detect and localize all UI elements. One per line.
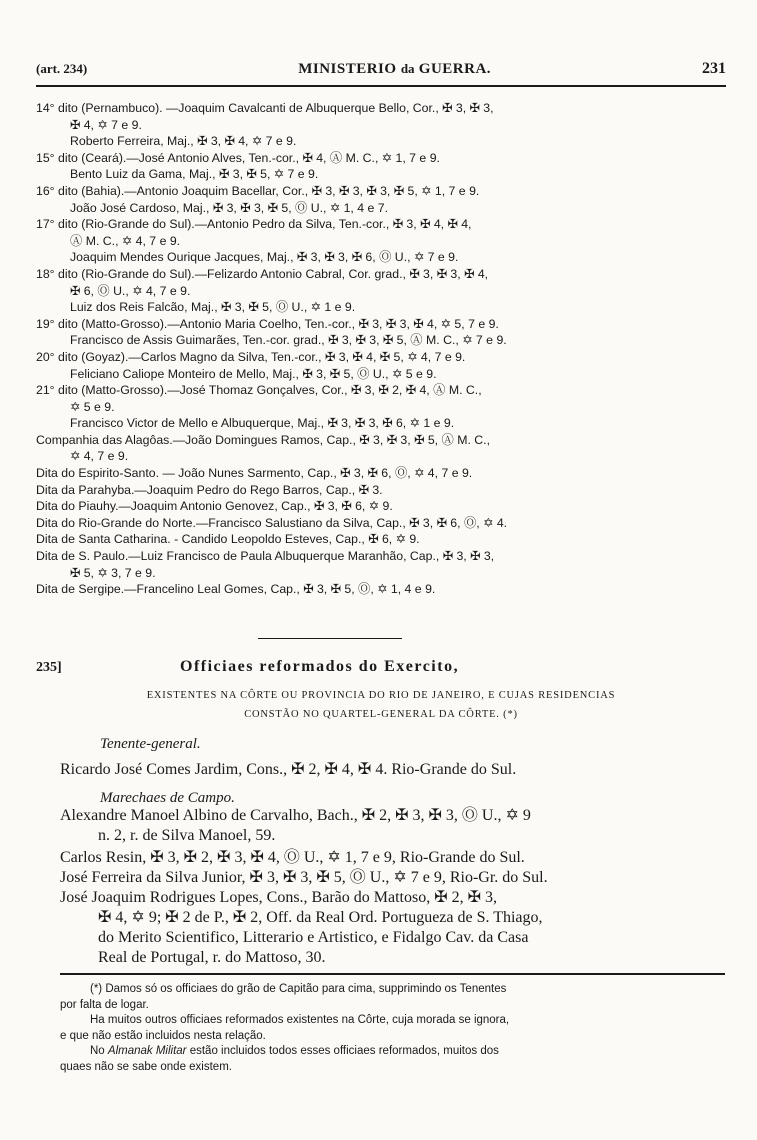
- entry-line: Dita de Santa Catharina. - Candido Leopoldo Esteves, Cap., ✠ 6, ✡ 9.: [36, 532, 420, 547]
- page-number: 231: [702, 60, 726, 77]
- entry-line: 20° dito (Goyaz).—Carlos Magno da Silva, Ten.-cor., ✠ 3, ✠ 4, ✠ 5, ✡ 4, 7 e 9.: [36, 349, 466, 364]
- running-title-da: da: [400, 61, 415, 76]
- footnote-line: Ha muitos outros officiaes reformados existentes na Côrte, cuja morada se ignora,: [90, 1014, 510, 1026]
- officer-line: do Merito Scientifico, Litterario e Artistico, e Fidalgo Cav. da Casa: [98, 929, 529, 946]
- officer-entry: José Ferreira da Silva Junior, ✠ 3, ✠ 3, ✠ 5, Ⓞ U., ✡ 7 e 9, Rio-Gr. do Sul.: [60, 869, 548, 886]
- footnote-line: por falta de logar.: [60, 998, 149, 1011]
- rank-heading-tenente-general: Tenente-general.: [100, 736, 201, 752]
- section-divider: [258, 638, 402, 639]
- running-title-end: GUERRA.: [418, 61, 492, 77]
- officer-entry: Ricardo José Comes Jardim, Cons., ✠ 2, ✠ 4, ✠ 4. Rio-Grande do Sul.: [60, 761, 517, 778]
- section-number: 235]: [36, 660, 62, 675]
- article-reference: (art. 234): [36, 61, 88, 76]
- footnote-text: No: [90, 1045, 105, 1057]
- entry-line: Luiz dos Reis Falcão, Maj., ✠ 3, ✠ 5, Ⓞ U., ✡ 1 e 9.: [70, 300, 356, 315]
- section-title: Officiaes reformados do Exercito,: [180, 658, 460, 675]
- footnote-line: [60, 1044, 725, 1060]
- footnote-line: e que não estão incluidos nesta relação.: [60, 1029, 266, 1042]
- rank-heading-marechaes: Marechaes de Campo.: [100, 790, 235, 806]
- officer-line: Alexandre Manoel Albino de Carvalho, Bach., ✠ 2, ✠ 3, ✠ 3, Ⓞ U., ✡ 9: [60, 807, 531, 824]
- footnote-line: quaes não se sabe onde existem.: [60, 1060, 232, 1073]
- running-title: [298, 61, 491, 78]
- entry-line: ✡ 5 e 9.: [70, 399, 115, 414]
- footnote-text: estão incluidos todos esses officiaes reformados, muitos dos: [189, 1045, 499, 1057]
- header-rule: [36, 85, 726, 87]
- entry-line: Dita do Espirito-Santo. — João Nunes Sarmento, Cap., ✠ 3, ✠ 6, Ⓞ, ✡ 4, 7 e 9.: [36, 466, 473, 481]
- entry-line: 16° dito (Bahia).—Antonio Joaquim Bacellar, Cor., ✠ 3, ✠ 3, ✠ 3, ✠ 5, ✡ 1, 7 e 9.: [36, 183, 480, 198]
- footnote-italic-title: Almanak Militar: [107, 1045, 187, 1057]
- entry-line: Joaquim Mendes Ourique Jacques, Maj., ✠ 3, ✠ 3, ✠ 6, Ⓞ U., ✡ 7 e 9.: [70, 250, 459, 265]
- section-subtitle-line: EXISTENTES NA CÔRTE OU PROVINCIA DO RIO DE JANEIRO, E CUJAS RESIDENCIAS: [146, 690, 616, 701]
- footnote-line: (*) Damos só os officiaes do grão de Capitão para cima, supprimindo os Tenentes: [90, 983, 507, 995]
- entry-line: Roberto Ferreira, Maj., ✠ 3, ✠ 4, ✡ 7 e 9.: [70, 134, 297, 149]
- entry-line: João José Cardoso, Maj., ✠ 3, ✠ 3, ✠ 5, Ⓞ U., ✡ 1, 4 e 7.: [70, 200, 389, 215]
- entry-line: ✡ 4, 7 e 9.: [70, 449, 129, 464]
- entry-line: ✠ 5, ✡ 3, 7 e 9.: [70, 565, 156, 580]
- entry-line: Francisco Victor de Mello e Albuquerque, Maj., ✠ 3, ✠ 3, ✠ 6, ✡ 1 e 9.: [70, 416, 455, 431]
- entry-line: 15° dito (Ceará).—José Antonio Alves, Ten.-cor., ✠ 4, Ⓐ M. C., ✡ 1, 7 e 9.: [36, 150, 440, 165]
- footnote-rule: [60, 973, 725, 975]
- entry-line: 21° dito (Matto-Grosso).—José Thomaz Gonçalves, Cor., ✠ 3, ✠ 2, ✠ 4, Ⓐ M. C.,: [36, 383, 482, 398]
- section-subtitle: [36, 686, 726, 724]
- officer-entry: [60, 888, 720, 968]
- entry-line: ✠ 6, Ⓞ U., ✡ 4, 7 e 9.: [70, 283, 191, 298]
- entry-line: 17° dito (Rio-Grande do Sul).—Antonio Pedro da Silva, Ten.-cor., ✠ 3, ✠ 4, ✠ 4,: [36, 217, 472, 232]
- entry-line: Dita de S. Paulo.—Luiz Francisco de Paula Albuquerque Maranhão, Cap., ✠ 3, ✠ 3,: [36, 549, 495, 564]
- entry-list: [36, 100, 726, 598]
- officer-entry: [60, 806, 720, 846]
- officer-line: ✠ 4, ✡ 9; ✠ 2 de P., ✠ 2, Off. da Real Ord. Portugueza de S. Thiago,: [98, 909, 543, 926]
- entry-line: ✠ 4, ✡ 7 e 9.: [70, 117, 142, 132]
- entry-line: 18° dito (Rio-Grande do Sul).—Felizardo Antonio Cabral, Cor. grad., ✠ 3, ✠ 3, ✠ 4,: [36, 266, 489, 281]
- entry-line: 14° dito (Pernambuco). —Joaquim Cavalcanti de Albuquerque Bello, Cor., ✠ 3, ✠ 3,: [36, 101, 494, 115]
- entry-line: Bento Luiz da Gama, Maj., ✠ 3, ✠ 5, ✡ 7 e 9.: [70, 167, 319, 182]
- entry-line: Francisco de Assis Guimarães, Ten.-cor. grad., ✠ 3, ✠ 3, ✠ 5, Ⓐ M. C., ✡ 7 e 9.: [70, 333, 507, 348]
- entry-line: 19° dito (Matto-Grosso).—Antonio Maria Coelho, Ten.-cor., ✠ 3, ✠ 3, ✠ 4, ✡ 5, 7 e 9.: [36, 316, 499, 331]
- entry-line: Dita do Rio-Grande do Norte.—Francisco Salustiano da Silva, Cap., ✠ 3, ✠ 6, Ⓞ, ✡ 4.: [36, 515, 508, 530]
- section-subtitle-line: CONSTÃO NO QUARTEL-GENERAL DA CÔRTE. (*): [244, 709, 518, 720]
- entry-line: Companhia das Alagôas.—João Domingues Ramos, Cap., ✠ 3, ✠ 3, ✠ 5, Ⓐ M. C.,: [36, 432, 490, 447]
- officer-line: n. 2, r. de Silva Manoel, 59.: [98, 827, 276, 844]
- page-header: [36, 60, 726, 82]
- officer-entry: Carlos Resin, ✠ 3, ✠ 2, ✠ 3, ✠ 4, Ⓞ U., ✡ 1, 7 e 9, Rio-Grande do Sul.: [60, 849, 525, 866]
- footnotes: [60, 982, 725, 1075]
- running-title-main: MINISTERIO: [298, 61, 397, 77]
- officer-line: José Joaquim Rodrigues Lopes, Cons., Barão do Mattoso, ✠ 2, ✠ 3,: [60, 889, 498, 906]
- entry-line: Dita do Piauhy.—Joaquim Antonio Genovez, Cap., ✠ 3, ✠ 6, ✡ 9.: [36, 499, 393, 514]
- entry-line: Dita da Parahyba.—Joaquim Pedro do Rego Barros, Cap., ✠ 3.: [36, 482, 383, 497]
- officer-line: Real de Portugal, r. do Mattoso, 30.: [98, 949, 326, 966]
- entry-line: Ⓐ M. C., ✡ 4, 7 e 9.: [70, 233, 181, 248]
- entry-line: Dita de Sergipe.—Francelino Leal Gomes, Cap., ✠ 3, ✠ 5, Ⓞ, ✡ 1, 4 e 9.: [36, 582, 436, 597]
- entry-line: Feliciano Caliope Monteiro de Mello, Maj., ✠ 3, ✠ 5, Ⓞ U., ✡ 5 e 9.: [70, 366, 437, 381]
